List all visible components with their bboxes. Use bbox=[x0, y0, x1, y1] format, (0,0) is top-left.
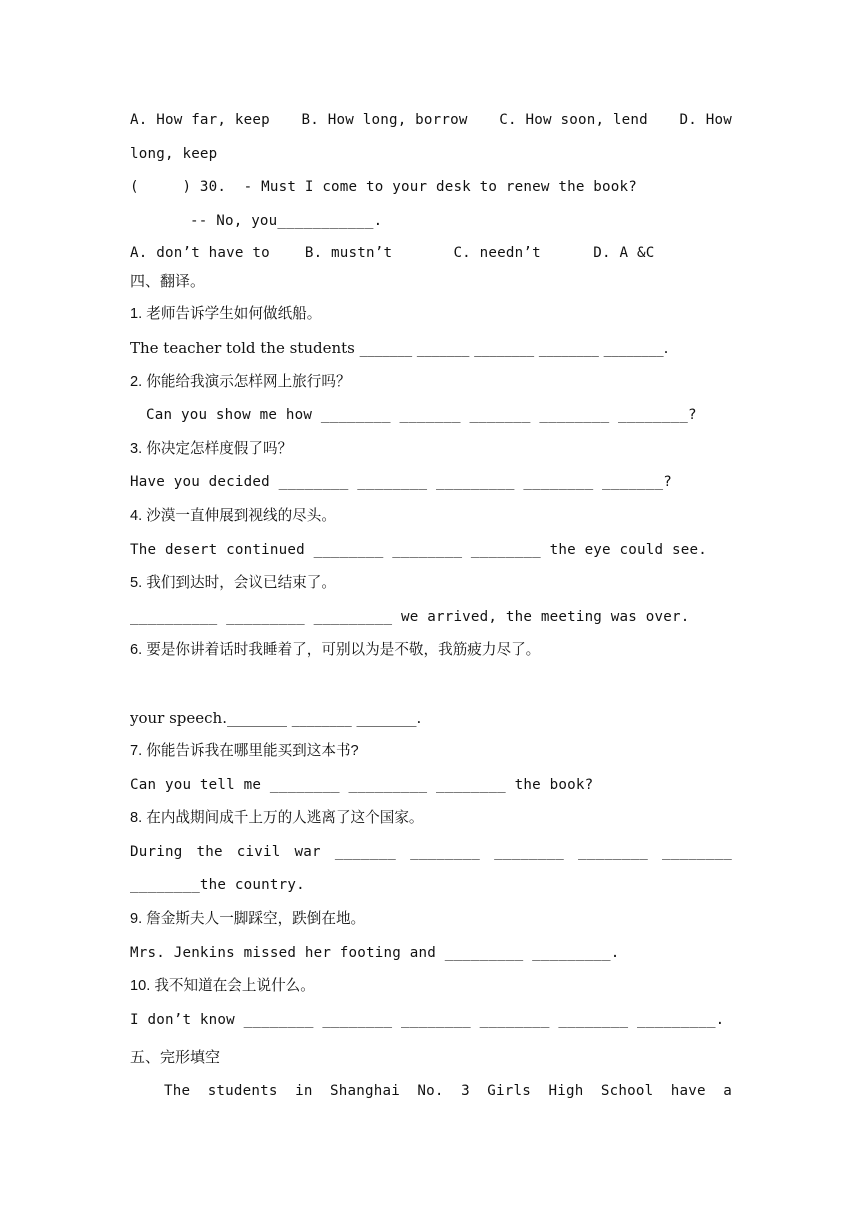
translate-item-8-cn: 8. 在内战期间成千上万的人逃离了这个国家。 bbox=[130, 810, 424, 827]
q29-option-a: A. How far, keep bbox=[130, 112, 270, 128]
q29-options-line1 bbox=[130, 104, 732, 138]
worksheet-page bbox=[130, 104, 732, 1109]
translate-item-3-cn: 3. 你决定怎样度假了吗？ bbox=[130, 440, 293, 457]
cloze-word: High bbox=[548, 1083, 584, 1100]
cloze-word: The bbox=[164, 1083, 191, 1100]
translate-item-8-blank: ________ bbox=[410, 843, 481, 860]
translate-item-8-en-line2: ________the country. bbox=[130, 877, 305, 894]
q30-options: A. don’t have to B. mustn’t C. needn’t D. A &C bbox=[130, 245, 655, 262]
translate-item-9-cn: 9. 詹金斯夫人一脚踩空，跌倒在地。 bbox=[130, 911, 366, 928]
translate-item-8-blank: ________ bbox=[662, 843, 732, 860]
cloze-paragraph-line1 bbox=[130, 1075, 732, 1109]
translate-item-2-cn: 2. 你能给我演示怎样网上旅行吗？ bbox=[130, 373, 351, 390]
cloze-word: 3 bbox=[461, 1083, 470, 1100]
translate-item-1-cn: 1. 老师告诉学生如何做纸船。 bbox=[130, 306, 322, 323]
q29-options-line2: long, keep bbox=[130, 145, 218, 162]
translate-item-3-en: Have you decided ________ ________ _________ ________ _______? bbox=[130, 474, 672, 491]
cloze-word: Girls bbox=[487, 1083, 532, 1100]
translate-item-7-en: Can you tell me ________ _________ ________ the book? bbox=[130, 776, 594, 793]
translate-item-8-word: civil bbox=[236, 843, 281, 860]
translate-item-6-en bbox=[130, 668, 732, 702]
q30-answer-line: -- No, you___________. bbox=[190, 212, 383, 229]
translate-item-5-cn: 5. 我们到达时，会议已结束了。 bbox=[130, 575, 336, 592]
cloze-word: a bbox=[723, 1083, 732, 1100]
translate-item-6-en-line2: your speech.________ ________ ________. bbox=[130, 708, 422, 727]
translate-item-8-blank: ________ bbox=[494, 843, 564, 860]
translate-item-4-cn: 4. 沙漠一直伸展到视线的尽头。 bbox=[130, 507, 336, 524]
cloze-word: students bbox=[207, 1083, 278, 1100]
cloze-word: in bbox=[295, 1083, 313, 1100]
translate-item-8-word: the bbox=[196, 843, 223, 860]
translate-item-5-en: __________ _________ _________ we arrived, the meeting was over. bbox=[130, 608, 690, 625]
translate-item-8-word: war bbox=[294, 843, 321, 860]
section-5-title: 五、完形填空 bbox=[130, 1048, 221, 1067]
translate-item-7-cn: 7. 你能告诉我在哪里能买到这本书? bbox=[130, 743, 359, 760]
translate-item-9-en: Mrs. Jenkins missed her footing and _________ _________. bbox=[130, 944, 620, 961]
translate-item-8-word: During bbox=[130, 843, 183, 860]
cloze-word: No. bbox=[417, 1083, 444, 1100]
cloze-word: Shanghai bbox=[330, 1083, 400, 1100]
translate-item-1-en: The teacher told the students _______ _______ ________ ________ ________. bbox=[130, 338, 669, 357]
translate-item-10-cn: 10. 我不知道在会上说什么。 bbox=[130, 978, 315, 995]
cloze-word: have bbox=[670, 1083, 706, 1100]
q29-option-d: D. How bbox=[679, 112, 732, 128]
translate-item-10-en: I don’t know ________ ________ ________ ________ ________ _________. bbox=[130, 1011, 725, 1028]
q30-stem: ( ) 30. - Must I come to your desk to renew the book? bbox=[130, 179, 638, 196]
translate-item-4-en: The desert continued ________ ________ ________ the eye could see. bbox=[130, 541, 707, 558]
translate-item-8-blank: _______ bbox=[334, 843, 397, 860]
translate-item-8-blank: ________ bbox=[578, 843, 648, 860]
translate-item-6-cn: 6. 要是你讲着话时我睡着了，可别以为是不敬，我筋疲力尽了。 bbox=[130, 642, 541, 659]
cloze-word: School bbox=[600, 1083, 654, 1100]
section-4-title: 四、翻译。 bbox=[130, 272, 206, 291]
q29-option-c: C. How soon, lend bbox=[499, 112, 648, 128]
q29-option-b: B. How long, borrow bbox=[301, 112, 468, 128]
translate-item-8-en bbox=[130, 836, 732, 870]
translate-item-2-en: Can you show me how ________ _______ _______ ________ ________? bbox=[146, 407, 697, 424]
